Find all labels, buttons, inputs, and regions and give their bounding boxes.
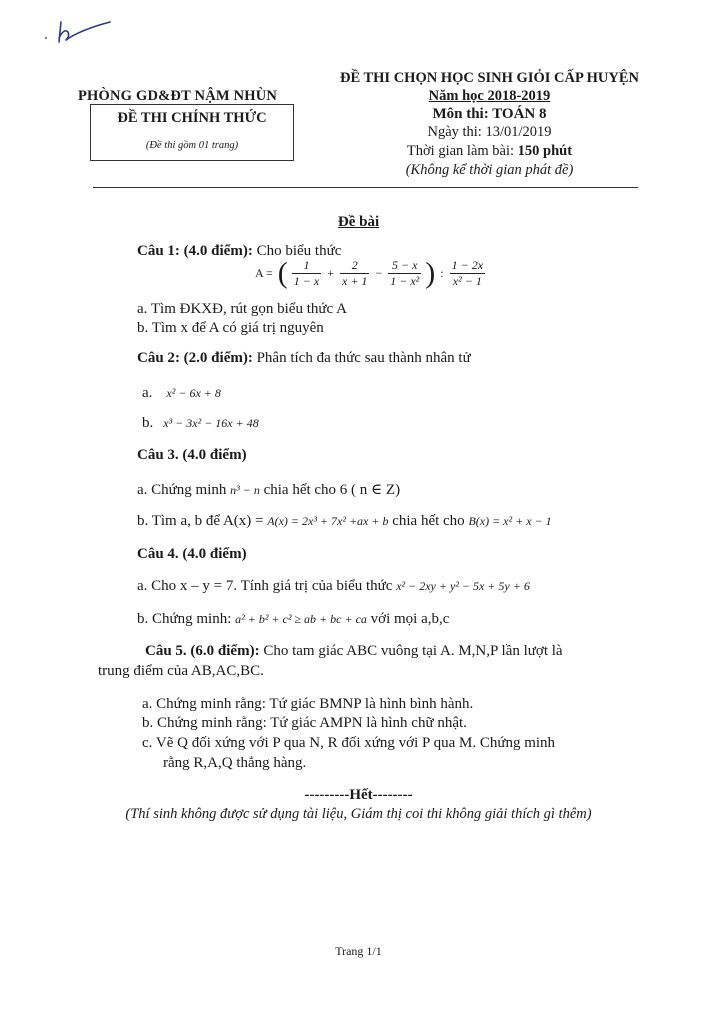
question-4-label: Câu 4. (4.0 điểm) [137,546,247,562]
question-5-line [145,643,563,660]
question-2-text: Phân tích đa thức sau thành nhân tử [252,350,471,366]
question-1-text: Cho biểu thức [252,243,342,259]
question-3a-expression: n³ − n [230,483,260,497]
duration-note: (Không kể thời gian phát đề) [405,162,574,178]
question-5-label: Câu 5. (6.0 điểm): [145,643,260,659]
formula-left-paren: ( [277,256,288,290]
question-3b-text-mid: chia hết cho [388,513,469,529]
question-3b [137,513,552,530]
question-5c: c. Vẽ Q đối xứng với P qua N, R đối xứng với P qua M. Chứng minh [142,735,556,751]
question-3a [137,480,400,499]
duration-value: 150 phút [517,143,573,159]
fraction-denominator: 1 − x [293,274,320,288]
fraction-denominator: 1 − x² [390,274,420,288]
question-4b-expression: a² + b² + c² ≥ ab + bc + ca [235,612,367,626]
fraction-numerator: 2 [340,258,369,274]
page-number: Trang 1/1 [335,944,382,958]
fraction-numerator: 5 − x [388,258,421,274]
formula-right-paren: ) [425,256,436,290]
question-5c-cont: rằng R,A,Q thẳng hàng. [163,755,307,771]
question-1b: b. Tìm x để A có giá trị nguyên [137,320,324,336]
question-1-label: Câu 1: (4.0 điểm): [137,243,253,259]
question-4b-text: b. Chứng minh: [137,611,236,627]
question-2a [142,385,221,402]
exam-date: Ngày thi: 13/01/2019 [427,124,552,140]
fraction-numerator: 1 − 2x [451,258,484,272]
question-3b-expression-2: B(x) = x² + x − 1 [468,514,552,528]
handwritten-mark [40,8,120,48]
formula-fraction-1 [292,258,321,289]
question-4a-expression: x² − 2xy + y² − 5x + 5y + 6 [396,579,530,593]
question-4a-text: a. Cho x – y = 7. Tính giá trị của biểu thức [137,578,397,594]
question-4a [137,578,530,595]
school-year: Năm học 2018-2019 [428,88,551,104]
exam-duration [322,143,657,160]
exam-subject: Môn thi: TOÁN 8 [432,106,547,122]
question-2b-expression: x³ − 3x² − 16x + 48 [163,416,259,430]
fraction-denominator: x² − 1 [452,274,482,288]
question-3b-expression: A(x) = 2x³ + 7x² +ax + b [267,514,389,528]
formula-lhs: A = [255,266,273,280]
formula-fraction-2 [340,258,369,289]
question-5-text-cont: trung điểm của AB,AC,BC. [98,663,264,679]
question-2-points: : (2.0 điểm): [174,350,253,366]
question-2b-label: b. [142,415,154,431]
formula-plus: + [327,266,334,280]
question-4b [137,611,449,628]
question-2-label: Câu 2 [137,350,175,366]
section-title: Đề bài [337,214,380,230]
question-3b-text: b. Tìm a, b để A(x) = [137,513,268,529]
question-5b: b. Chứng minh rằng: Tứ giác AMPN là hình chữ nhật. [142,715,467,731]
formula-fraction-3 [388,258,421,289]
fraction-numerator: 1 [292,258,321,274]
exam-title: ĐỀ THI CHỌN HỌC SINH GIỎI CẤP HUYỆN [339,70,640,86]
question-4b-text-end: với mọi a,b,c [366,611,450,627]
footer-note: (Thí sinh không được sử dụng tài liệu, Giám thị coi thi không giải thích gì thêm) [125,806,592,822]
formula-minus: − [375,266,383,280]
fraction-denominator: x + 1 [342,274,368,288]
question-5-text: Cho tam giác ABC vuông tại A. M,N,P lần lượt là [259,643,563,659]
formula-colon: : [440,266,444,280]
formula-fraction-4 [450,258,485,289]
official-exam-title: ĐỀ THI CHÍNH THỨC [117,110,267,126]
department-name: PHÒNG GD&ĐT NẬM NHÙN [78,88,278,104]
question-1-formula [253,258,486,298]
question-3a-text-end: chia hết cho 6 ( n ∈ Z) [259,482,401,498]
question-3-label: Câu 3. (4.0 điểm) [137,447,247,463]
official-exam-note: (Đề thi gồm 01 trang) [145,140,239,151]
header-divider [93,187,638,188]
end-mark: ---------Hết-------- [304,787,413,803]
question-1a: a. Tìm ĐKXĐ, rút gọn biểu thức A [137,301,347,317]
question-2b [142,415,259,432]
question-5a: a. Chứng minh rằng: Tứ giác BMNP là hình bình hành. [142,696,474,712]
question-2a-label: a. [142,385,153,401]
duration-label: Thời gian làm bài: [406,143,518,159]
question-3a-text: a. Chứng minh [137,482,231,498]
question-2a-expression: x² − 6x + 8 [166,386,221,400]
question-2-line [137,350,471,367]
